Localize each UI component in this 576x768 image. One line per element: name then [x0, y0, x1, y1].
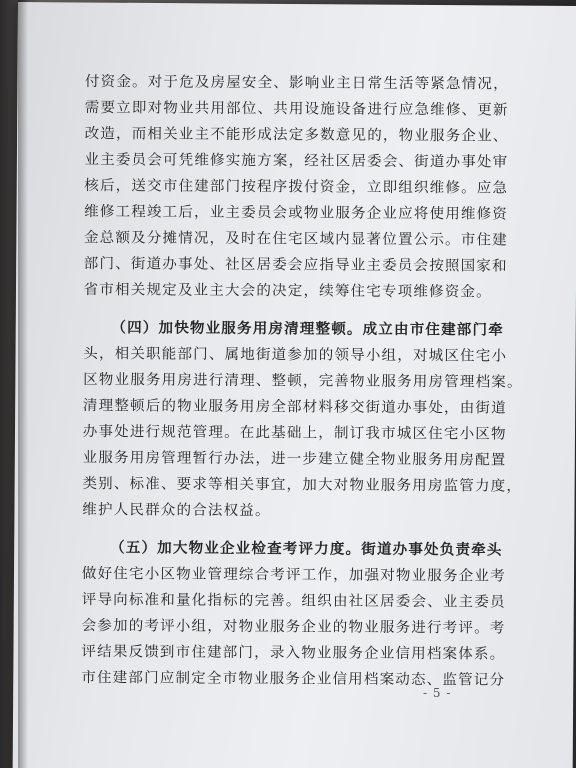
binding-shadow [18, 0, 28, 768]
text-line: 维修工程竣工后，业主委员会或物业服务企业应将使用维修资 [84, 203, 509, 223]
text-line: 需要立即对物业共用部位、共用设施设备进行应急维修、更新 [84, 99, 509, 119]
text-line: 维护人民群众的合法权益。 [82, 501, 271, 520]
text-line: 类别、标准、要求等相关事宜，加大对物业服务用房监管力度， [82, 475, 523, 495]
section-heading-4: （四）加快物业服务用房清理整顿。成立由市住建部门牵 [111, 319, 504, 339]
text-line: 金总额及分摊情况，及时在住宅区域内显著位置公示。市住建 [83, 229, 508, 249]
section-heading-5: （五）加大物业企业检查考评力度。街道办事处负责牵头 [110, 539, 503, 559]
text-line: 业主委员会可凭维修实施方案，经社区居委会、街道办事处审 [84, 151, 509, 171]
text-line: 会参加的考评小组，对物业服务企业的物业服务进行考评。考 [81, 617, 506, 637]
text-line: 业服务用房管理暂行办法，进一步建立健全物业服务用房配置 [82, 449, 507, 469]
text-line: 区物业服务用房进行清理、整顿，完善物业服务用房管理档案。 [83, 371, 523, 391]
text-line: 省市相关规定及业主大会的决定，续筹住宅专项维修资金。 [83, 281, 492, 301]
text-line: 办事处进行规范管理。在此基础上，制订我市城区住宅小区物 [82, 423, 507, 443]
text-line: 付资金。对于危及房屋安全、影响业主日常生活等紧急情况， [84, 73, 509, 93]
text-line: 头，相关职能部门、属地街道参加的领导小组，对城区住宅小 [83, 345, 508, 365]
text-line: 改造，而相关业主不能形成法定多数意见的，物业服务企业、 [84, 125, 509, 145]
text-line: 评导向标准和量化指标的完善。组织由社区居委会、业主委员 [81, 591, 506, 611]
text-line: 市住建部门应制定全市物业服务企业信用档案动态、监管记分 [81, 669, 506, 689]
text-line: 部门、街道办事处、社区居委会应指导业主委员会按照国家和 [83, 255, 508, 275]
text-line: 核后，送交市住建部门按程序拨付资金，立即组织维修。应急 [84, 177, 509, 197]
text-line: 评结果反馈到市住建部门，录入物业服务企业信用档案体系。 [81, 643, 506, 663]
page-number: - 5 - [423, 686, 452, 700]
text-line: 清理整顿后的物业服务用房全部材料移交街道办事处，由街道 [82, 397, 507, 417]
text-line: 做好住宅小区物业管理综合考评工作，加强对物业服务企业考 [81, 565, 506, 585]
